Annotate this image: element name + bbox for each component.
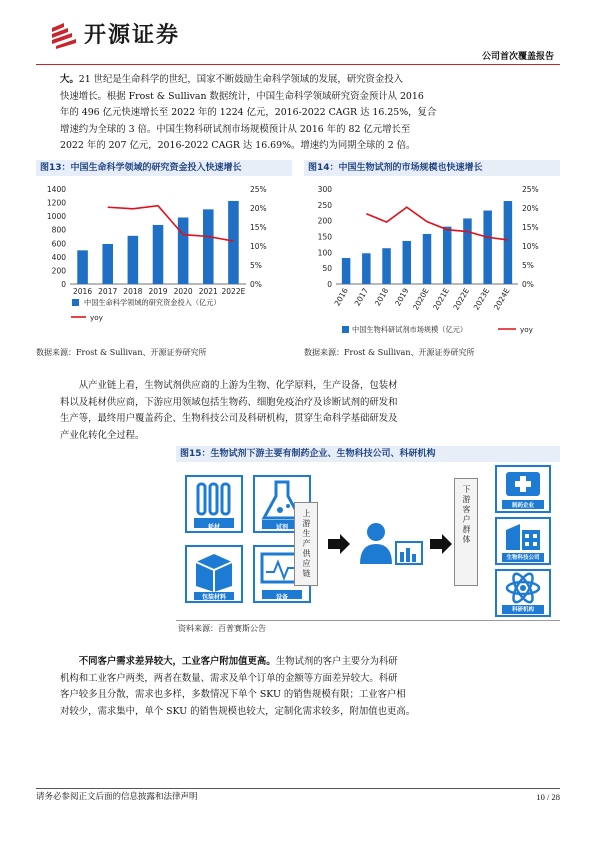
x-tick-label: 2016 bbox=[332, 286, 350, 308]
y-right-tick-label: 0% bbox=[522, 280, 534, 289]
figure14-source: 数据来源：Frost & Sullivan、开源证券研究所 bbox=[304, 348, 475, 357]
x-tick-label: 2022E bbox=[221, 287, 246, 296]
y-right-tick-label: 15% bbox=[522, 223, 539, 232]
bar bbox=[153, 225, 164, 284]
customer-bold-lead: 不同客户需求差异较大，工业客户附加值更高。 bbox=[78, 656, 276, 667]
legend-label-line: yoy bbox=[520, 325, 533, 334]
y-left-tick-label: 150 bbox=[317, 232, 332, 242]
legend-label-bar: 中国生物科研试剂市场规模（亿元） bbox=[352, 325, 468, 334]
x-tick-label: 2016 bbox=[73, 287, 93, 296]
upstream-item-label: 设备 bbox=[275, 594, 288, 601]
bar bbox=[504, 201, 512, 284]
y-right-tick-label: 5% bbox=[522, 261, 534, 270]
downstream-item-label: 制药企业 bbox=[511, 503, 534, 509]
bar bbox=[203, 209, 214, 284]
y-left-tick-label: 200 bbox=[51, 266, 66, 276]
legend-label-bar: 中国生命科学领域的研究资金投入（亿元） bbox=[84, 298, 221, 307]
y-right-tick-label: 5% bbox=[250, 261, 262, 270]
bar bbox=[102, 244, 113, 284]
downstream-label-box bbox=[454, 478, 478, 586]
figure14-chart bbox=[304, 178, 560, 338]
arrow-right-icon bbox=[328, 534, 350, 554]
downstream-label: 下游客户群体 bbox=[462, 485, 471, 545]
y-right-tick-label: 25% bbox=[522, 185, 539, 194]
figure13-title: 图13：中国生命科学领域的研究资金投入快速增长 bbox=[36, 160, 292, 176]
bar bbox=[228, 201, 239, 284]
bar bbox=[443, 227, 451, 284]
bar bbox=[128, 236, 139, 284]
customer-paragraph: 不同客户需求差异较大，工业客户附加值更高。生物试剂的客户主要分为科研 机构和工业客户两类，两者在数量、需求及单个订单的金额等方面差异较大。科研 客户较多且分散，需求也多样，多数情况下单个 SKU 的销售规模有限；工业客户相 对较少，需求集中，单个 SKU 的销售规模也较大，定制化需求较多，附加值也更高。 bbox=[60, 656, 416, 717]
footer-divider bbox=[36, 788, 560, 789]
x-tick-label: 2020E bbox=[411, 286, 431, 312]
upstream-item-label: 包装材料 bbox=[201, 594, 226, 601]
x-tick-label: 2018 bbox=[372, 286, 391, 308]
logo-text: 开源证券 bbox=[84, 23, 181, 48]
y-left-tick-label: 1200 bbox=[46, 198, 66, 208]
chain-paragraph: 从产业链上看，生物试剂供应商的上游为生物、化学原料，生产设备，包装材 料以及耗材供应商，下游应用领域包括生物药、细胞免疫治疗及诊断试剂的研发和 生产等，最终用户覆盖药企、生物科技公司及科研机构，贯穿生命科学基础研发及 产业化转化全过程。 bbox=[60, 380, 398, 441]
x-tick-label: 2022E bbox=[451, 286, 472, 312]
upstream-item-label: 耗材 bbox=[207, 524, 220, 531]
y-right-tick-label: 25% bbox=[250, 185, 267, 194]
y-left-tick-label: 1400 bbox=[46, 185, 66, 194]
y-right-tick-label: 20% bbox=[522, 204, 539, 213]
downstream-item-label: 科研机构 bbox=[511, 607, 534, 613]
y-right-tick-label: 10% bbox=[522, 242, 539, 251]
bar bbox=[463, 218, 471, 284]
x-tick-label: 2018 bbox=[123, 287, 143, 296]
bar bbox=[178, 218, 189, 285]
page-number: 10 / 28 bbox=[536, 792, 560, 802]
x-tick-label: 2017 bbox=[352, 286, 371, 308]
y-left-tick-label: 800 bbox=[51, 225, 66, 235]
y-right-tick-label: 0% bbox=[250, 280, 262, 289]
intro-bold-lead: 大。 bbox=[60, 74, 79, 85]
figure13-chart bbox=[36, 178, 292, 338]
x-tick-label: 2024E bbox=[491, 286, 512, 312]
bar bbox=[77, 250, 88, 284]
figure13-source: 数据来源：Frost & Sullivan、开源证券研究所 bbox=[36, 348, 207, 357]
x-tick-label: 2017 bbox=[98, 287, 118, 296]
y-left-tick-label: 200 bbox=[317, 216, 332, 226]
bar bbox=[483, 211, 491, 284]
figure15-source: 资料来源：百普赛斯公告 bbox=[178, 624, 266, 633]
upstream-label: 上游生产供应链 bbox=[302, 509, 311, 579]
y-right-tick-label: 10% bbox=[250, 242, 267, 251]
logo-icon bbox=[50, 22, 78, 50]
header-divider bbox=[36, 64, 560, 65]
legend-label-line: yoy bbox=[90, 313, 103, 322]
y-right-tick-label: 15% bbox=[250, 223, 267, 232]
bar bbox=[342, 258, 350, 284]
report-type: 公司首次覆盖报告 bbox=[481, 52, 554, 62]
footer-disclaimer: 请务必参阅正文后面的信息披露和法律声明 bbox=[36, 792, 198, 802]
x-tick-label: 2021E bbox=[431, 286, 451, 312]
x-tick-label: 2019 bbox=[148, 287, 168, 296]
figure15-bottom-rule bbox=[176, 620, 560, 621]
y-left-tick-label: 600 bbox=[51, 239, 66, 249]
yoy-line bbox=[108, 206, 234, 241]
figure15-title: 图15：生物试剂下游主要有制药企业、生物科技公司、科研机构 bbox=[176, 446, 560, 462]
figure14-title: 图14：中国生物试剂的市场规模也快速增长 bbox=[304, 160, 560, 176]
y-left-tick-label: 0 bbox=[61, 280, 66, 289]
y-right-tick-label: 20% bbox=[250, 204, 267, 213]
y-left-tick-label: 100 bbox=[317, 248, 332, 258]
downstream-item-label: 生物科技公司 bbox=[506, 555, 540, 561]
y-left-tick-label: 300 bbox=[317, 185, 332, 194]
y-left-tick-label: 1000 bbox=[46, 212, 66, 222]
bar bbox=[382, 248, 390, 284]
x-tick-label: 2021 bbox=[198, 287, 218, 296]
bar bbox=[403, 241, 411, 284]
arrow-right-icon bbox=[430, 534, 452, 554]
legend-swatch-bar bbox=[72, 299, 79, 306]
supply-chain-diagram bbox=[176, 464, 560, 620]
y-left-tick-label: 0 bbox=[327, 280, 332, 289]
y-left-tick-label: 250 bbox=[317, 200, 332, 210]
upstream-item-label: 试剂 bbox=[275, 524, 288, 531]
x-tick-label: 2020 bbox=[173, 287, 193, 296]
bar bbox=[423, 234, 431, 284]
intro-paragraph: 大。21 世纪是生命科学的世纪，国家不断鼓励生命科学领域的发展，研究资金投入 快速增长。根据 Frost & Sullivan 数据统计，中国生命科学领域研究资金预计从 2016 年的 496 亿元快速增长至 2022 年的 1224 亿元，2016-2022 CAGR 达 16.25%，复合 增速约为全球的 3 倍。中国生物科研试剂市场规模预计从 2016 年的 82 亿元增长至 2022 年的 207 亿元，2016-2022 CAGR 达 16.69%。增速约为同期全球的 2 倍。 bbox=[60, 74, 437, 151]
y-left-tick-label: 50 bbox=[322, 264, 332, 274]
upstream-label-box bbox=[294, 502, 318, 586]
bar bbox=[362, 253, 370, 284]
x-tick-label: 2019 bbox=[393, 286, 411, 308]
reagent-supplier-icon bbox=[356, 520, 426, 570]
legend-swatch-bar bbox=[342, 326, 349, 333]
x-tick-label: 2023E bbox=[471, 286, 492, 312]
y-left-tick-label: 400 bbox=[51, 252, 66, 262]
